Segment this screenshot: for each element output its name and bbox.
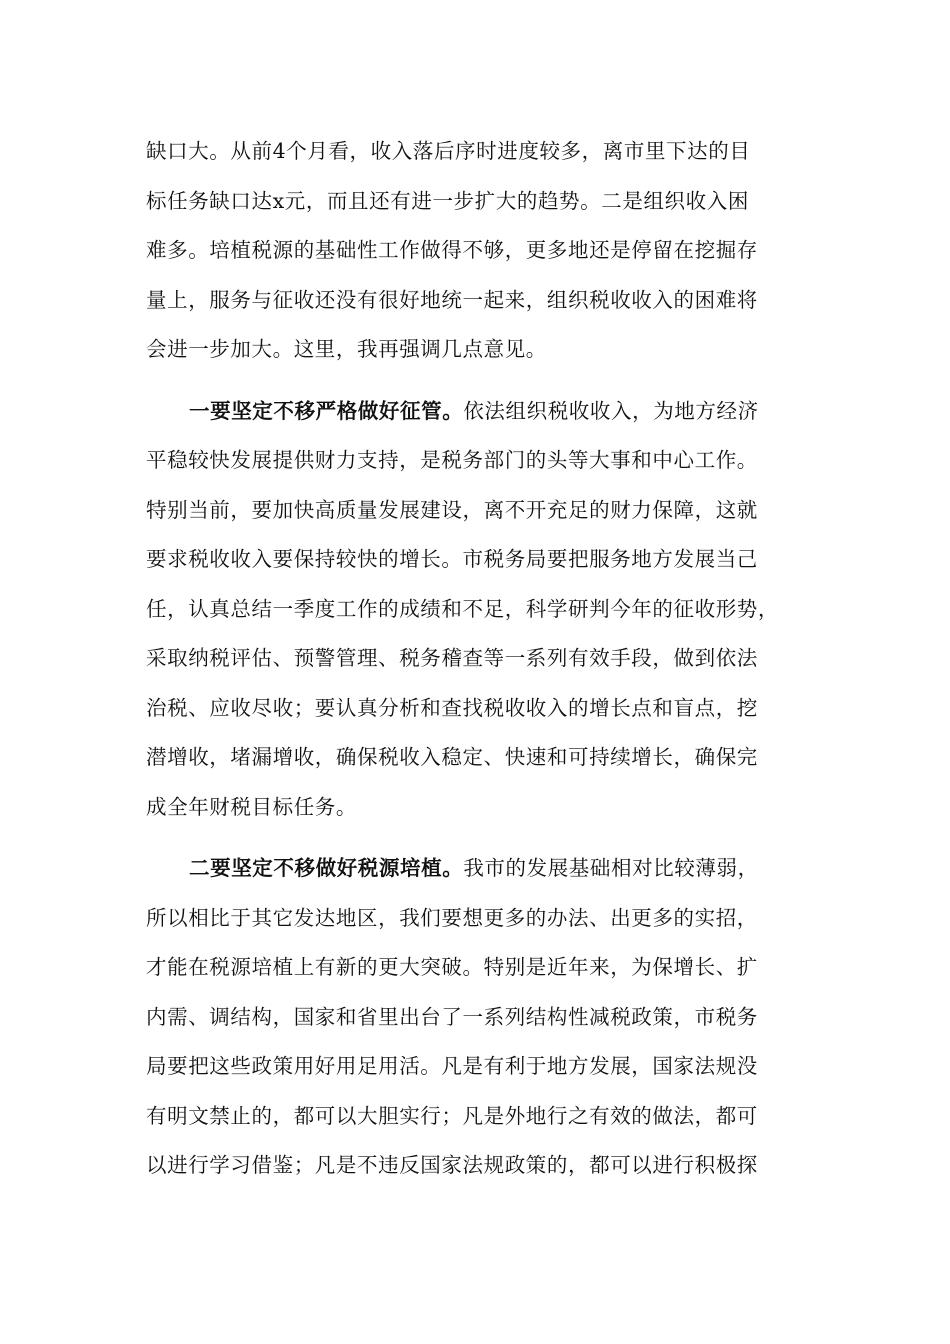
paragraph-line: 成全年财税目标任务。 [146, 795, 357, 819]
paragraph-line: 要求税收收入要保持较快的增长。市税务局要把服务地方发展当己 [146, 547, 758, 571]
paragraph-line: 有明文禁止的，都可以大胆实行；凡是外地行之有效的做法，都可 [146, 1104, 758, 1128]
paragraph-line: 治税、应收尽收；要认真分析和查找税收收入的增长点和盲点，挖 [146, 696, 758, 720]
paragraph-line: 缺口大。从前4个月看，收入落后序时进度较多，离市里下达的目 [146, 139, 751, 163]
paragraph-line: 内需、调结构，国家和省里出台了一系列结构性减税政策，市税务 [146, 1005, 758, 1029]
paragraph-line: 以进行学习借鉴；凡是不违反国家法规政策的，都可以进行积极探 [146, 1153, 758, 1177]
paragraph-text: 依法组织税收收入，为地方经济 [463, 399, 759, 423]
paragraph-line: 特别当前，要加快高质量发展建设，离不开充足的财力保障，这就 [146, 498, 758, 522]
paragraph-line: 难多。培植税源的基础性工作做得不够，更多地还是停留在挖掘存 [146, 238, 758, 262]
paragraph-line: 才能在税源培植上有新的更大突破。特别是近年来，为保增长、扩 [146, 955, 758, 979]
paragraph-line: 采取纳税评估、预警管理、税务稽查等一系列有效手段，做到依法 [146, 646, 758, 670]
paragraph-first-line [189, 391, 759, 431]
section-heading: 一要坚定不移严格做好征管。 [189, 399, 464, 423]
paragraph-line: 标任务缺口达x元，而且还有进一步扩大的趋势。二是组织收入困 [146, 189, 749, 213]
paragraph-line: 量上，服务与征收还没有很好地统一起来，组织税收收入的困难将 [146, 288, 758, 312]
paragraph-line: 会进一步加大。这里，我再强调几点意见。 [146, 337, 547, 361]
paragraph-first-line [189, 848, 759, 888]
paragraph-line: 潜增收，堵漏增收，确保税收入稳定、快速和可持续增长，确保完 [146, 745, 758, 769]
section-heading: 二要坚定不移做好税源培植。 [189, 856, 464, 880]
paragraph-line: 平稳较快发展提供财力支持，是税务部门的头等大事和中心工作。 [146, 448, 758, 472]
paragraph-line: 所以相比于其它发达地区，我们要想更多的办法、出更多的实招， [146, 906, 758, 930]
paragraph-line: 任，认真总结一季度工作的成绩和不足，科学研判今年的征收形势， [146, 597, 779, 621]
paragraph-line: 局要把这些政策用好用足用活。凡是有利于地方发展，国家法规没 [146, 1054, 758, 1078]
paragraph-text: 我市的发展基础相对比较薄弱， [463, 856, 759, 880]
